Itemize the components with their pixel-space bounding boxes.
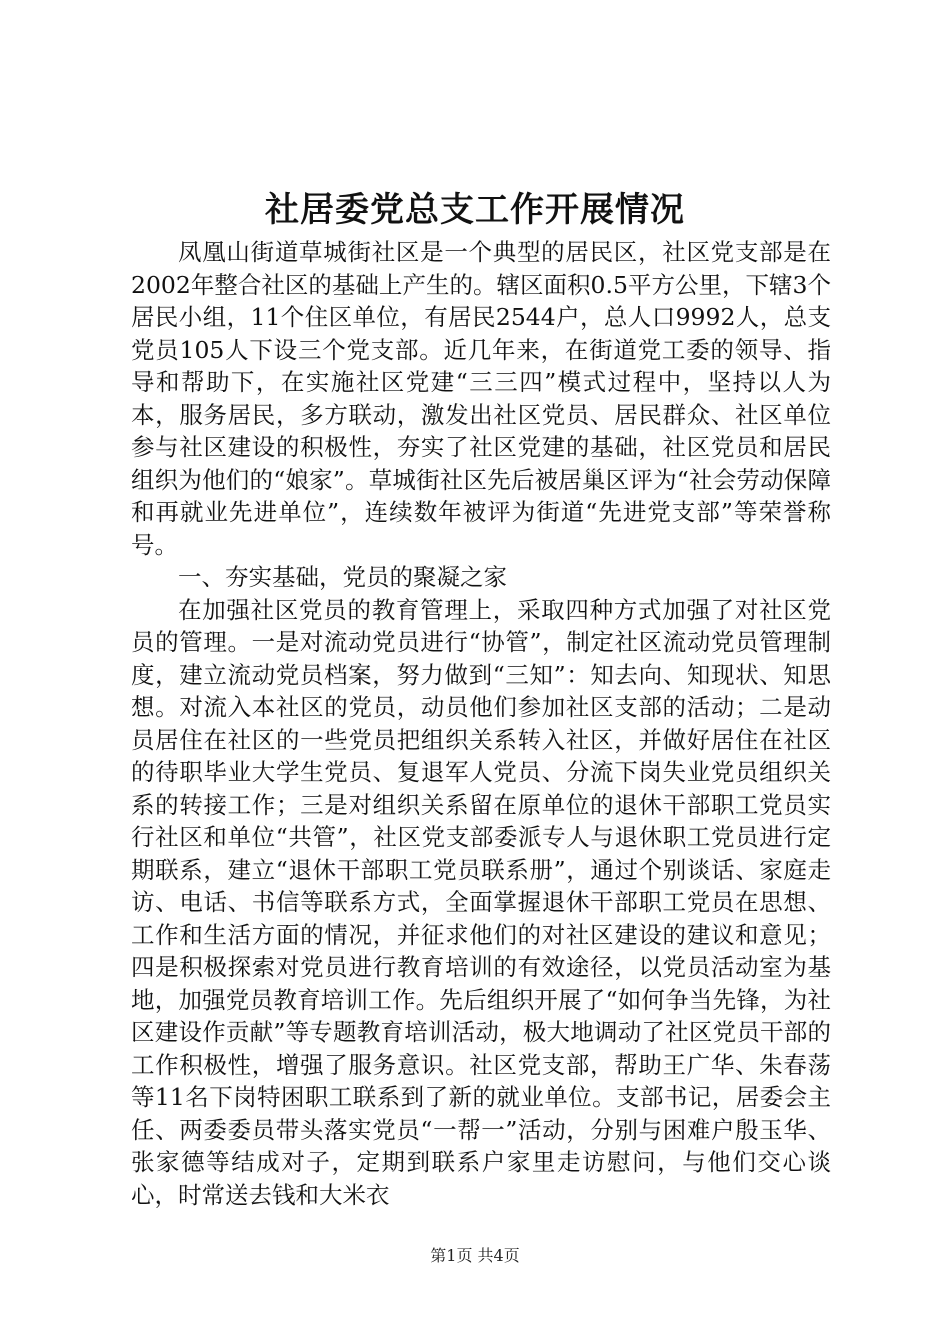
section-heading-1: 一、夯实基础，党员的聚凝之家: [178, 563, 507, 591]
document-body: [131, 236, 831, 1211]
document-title: 社居委党总支工作开展情况: [265, 190, 685, 230]
page-footer: 第1页 共4页: [430, 1246, 520, 1265]
section-1-paragraph: 在加强社区党员的教育管理上，采取四种方式加强了对社区党员的管理。一是对流动党员进行“协管”，制定社区流动党员管理制度，建立流动党员档案，努力做到“三知”：知去向、知现状、知思想。对流入本社区的党员，动员他们参加社区支部的活动；二是动员居住在社区的一些党员把组织关系转入社区，并做好居住在社区的待职毕业大学生党员、复退军人党员、分流下岗失业党员组织关系的转接工作；三是对组织关系留在原单位的退休干部职工党员实行社区和单位“共管”，社区党支部委派专人与退休职工党员进行定期联系，建立“退休干部职工党员联系册”，通过个别谈话、家庭走访、电话、书信等联系方式，全面掌握退休干部职工党员在思想、工作和生活方面的情况，并征求他们的对社区建设的建议和意见；四是积极探索对党员进行教育培训的有效途径，以党员活动室为基地，加强党员教育培训工作。先后组织开展了“如何争当先锋，为社区建设作贡献”等专题教育培训活动，极大地调动了社区党员干部的工作积极性，增强了服务意识。社区党支部，帮助王广华、朱春荡等11名下岗特困职工联系到了新的就业单位。支部书记，居委会主任、两委委员带头落实党员“一帮一”活动，分别与困难户殷玉华、张家德等结成对子，定期到联系户家里走访慰问，与他们交心谈心，时常送去钱和大米衣: [131, 595, 831, 1209]
intro-paragraph: 凤凰山街道草城街社区是一个典型的居民区，社区党支部是在2002年整合社区的基础上产生的。辖区面积0.5平方公里，下辖3个居民小组，11个住区单位，有居民2544户，总人口9992人，总支党员105人下设三个党支部。近几年来，在街道党工委的领导、指导和帮助下，在实施社区党建“三三四”模式过程中，坚持以人为本，服务居民，多方联动，激发出社区党员、居民群众、社区单位参与社区建设的积极性，夯实了社区党建的基础，社区党员和居民组织为他们的“娘家”。草城街社区先后被居巢区评为“社会劳动保障和再就业先进单位”，连续数年被评为街道“先进党支部”等荣誉称号。: [131, 238, 831, 559]
